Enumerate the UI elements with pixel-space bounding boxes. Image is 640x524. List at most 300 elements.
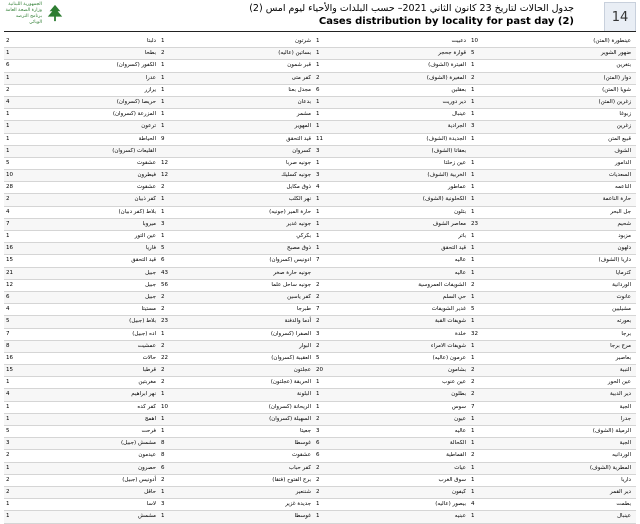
locality-name: عشقوت xyxy=(292,452,311,459)
locality-name: ضهور الشوير xyxy=(601,50,631,57)
locality-name: الوردانية xyxy=(612,281,631,288)
case-count: 1 xyxy=(6,403,10,410)
case-count: 5 xyxy=(471,50,475,57)
case-count: 1 xyxy=(471,86,475,93)
locality-name: الكحلونية (الشوف) xyxy=(422,196,466,203)
case-count: 23 xyxy=(471,220,478,227)
locality-name: الشوف xyxy=(614,147,631,154)
locality-name: عين الحور xyxy=(607,379,631,386)
locality-name: عمشيت xyxy=(137,342,156,349)
case-count: 1 xyxy=(471,196,475,203)
table-row xyxy=(4,255,636,267)
locality-name: جل البحر xyxy=(610,208,631,215)
locality-name: العقيبة (كسروان) xyxy=(271,354,311,361)
case-count: 56 xyxy=(161,281,168,288)
case-count: 1 xyxy=(6,74,10,81)
case-count: 2 xyxy=(471,281,475,288)
locality-name: فيطرون xyxy=(137,172,156,179)
table-row xyxy=(4,292,636,304)
locality-name: كيفون xyxy=(452,488,466,495)
case-count: 1 xyxy=(316,233,320,239)
case-count: 1 xyxy=(316,501,320,508)
table-row xyxy=(4,280,636,292)
locality-name: ميروبا xyxy=(142,220,156,227)
case-count: 1 xyxy=(471,135,475,142)
case-count: 5 xyxy=(471,306,475,313)
case-count: 2 xyxy=(161,342,165,349)
case-count: 1 xyxy=(316,159,320,166)
locality-name: حصرون xyxy=(138,464,156,471)
case-count: 8 xyxy=(6,342,10,349)
locality-name: جديدة غزير xyxy=(285,501,311,508)
case-count: 5 xyxy=(161,245,165,252)
locality-name: سوق الغرب xyxy=(438,476,466,483)
locality-name: عين عنوب xyxy=(442,379,466,386)
case-count: 1 xyxy=(471,354,475,361)
locality-name: عبنيه xyxy=(454,513,466,520)
locality-name: حريصا (كسروان) xyxy=(116,98,156,105)
case-count: 6 xyxy=(316,440,320,447)
locality-name: الخربية (الشوف) xyxy=(427,172,466,179)
locality-name: عرمون (عاليه) xyxy=(432,354,466,361)
locality-name: دوار (المتن) xyxy=(603,74,631,81)
locality-name: بتغرين xyxy=(616,62,631,69)
case-count: 3 xyxy=(161,220,165,227)
locality-name: الصفرا (كسروان) xyxy=(270,330,311,337)
locality-name: كفر حباب xyxy=(288,464,311,471)
case-count: 1 xyxy=(316,38,320,44)
table-row xyxy=(4,109,636,121)
locality-name: القماطية xyxy=(446,452,466,459)
locality-name: جعيتا xyxy=(299,428,311,434)
cedar-logo-icon xyxy=(46,4,64,22)
case-count: 12 xyxy=(6,281,13,288)
locality-name: مستيتا xyxy=(141,306,156,313)
case-count: 2 xyxy=(161,306,165,313)
locality-name: كفر متى xyxy=(291,74,311,81)
case-count: 3 xyxy=(161,501,165,508)
case-count: 1 xyxy=(161,196,165,203)
case-count: 23 xyxy=(161,318,168,325)
locality-name: حي السلم xyxy=(442,293,466,300)
locality-name: كفر ذبيان xyxy=(134,196,156,203)
table-row xyxy=(4,365,636,377)
locality-name: كفر ياسين xyxy=(287,293,311,300)
locality-name: قيد التحقق xyxy=(131,257,156,264)
case-count: 2 xyxy=(471,379,475,386)
locality-name: عاليه xyxy=(454,428,466,434)
locality-name: مشيليين xyxy=(612,306,631,313)
locality-name: الدامور xyxy=(614,159,631,166)
locality-name: معاصر الشوف xyxy=(432,220,466,227)
case-count: 5 xyxy=(6,318,10,325)
locality-name: دلبتا xyxy=(146,38,156,44)
locality-name: طبرجا xyxy=(296,306,311,313)
case-count: 1 xyxy=(6,379,10,386)
case-count: 7 xyxy=(6,330,10,337)
case-count: 11 xyxy=(316,135,323,142)
locality-name: مشمر xyxy=(296,111,311,118)
table-row xyxy=(4,146,636,158)
locality-name: عينبال xyxy=(617,513,631,520)
locality-name: حارة المير (جونيه) xyxy=(269,208,311,215)
case-count: 1 xyxy=(161,86,165,93)
locality-name: خلدة xyxy=(455,330,466,337)
case-count: 2 xyxy=(6,196,10,203)
locality-name: مجدل بعنا xyxy=(288,86,311,93)
case-count: 1 xyxy=(471,245,475,252)
locality-name: كفر كده xyxy=(137,403,156,410)
case-count: 1 xyxy=(316,391,320,398)
case-count: 6 xyxy=(316,86,320,93)
locality-name: مزبود xyxy=(618,233,631,239)
case-count: 6 xyxy=(6,62,10,69)
case-count: 2 xyxy=(471,74,475,81)
case-count: 2 xyxy=(6,452,10,459)
case-count: 2 xyxy=(316,464,320,471)
locality-name: اده (جبيل) xyxy=(132,330,156,337)
logo-text xyxy=(4,2,42,26)
locality-name: المهوير xyxy=(294,123,311,130)
case-count: 7 xyxy=(316,257,320,264)
case-count: 4 xyxy=(6,98,10,105)
case-count: 2 xyxy=(6,476,10,483)
locality-name: عيون xyxy=(454,415,466,422)
table-row xyxy=(4,231,636,243)
locality-name: نهر ابراهيم xyxy=(131,391,156,398)
table-row xyxy=(4,60,636,72)
locality-name: فاريا xyxy=(145,245,156,252)
locality-name: النبية xyxy=(619,367,631,374)
locality-name: قبيع المتن xyxy=(608,135,631,142)
title-arabic: جدول الحالات لتاريخ 23 كانون الثاني 2021– حسب البلدات والأحياء ليوم امس (2) xyxy=(249,3,574,14)
locality-name: جونيه حارة صخر xyxy=(273,269,311,276)
case-count: 12 xyxy=(161,172,168,179)
table-row xyxy=(4,463,636,475)
case-count: 2 xyxy=(471,452,475,459)
case-count: 2 xyxy=(6,38,10,44)
locality-name: جبيل xyxy=(145,281,156,288)
locality-name: الجية xyxy=(619,440,631,447)
case-count: 1 xyxy=(471,415,475,422)
case-count: 1 xyxy=(471,342,475,349)
locality-name: بلاط (جبيل) xyxy=(129,318,156,325)
table-row xyxy=(4,353,636,365)
case-count: 1 xyxy=(6,147,10,154)
page-number: 14 xyxy=(604,2,636,32)
locality-name: ترعون xyxy=(141,123,156,130)
locality-name: عينبال xyxy=(452,111,466,118)
case-count: 7 xyxy=(316,306,320,313)
case-count: 1 xyxy=(316,220,320,227)
case-count: 1 xyxy=(471,513,475,520)
case-count: 1 xyxy=(161,428,165,434)
case-count: 22 xyxy=(161,354,168,361)
locality-name: المطرية (الشوف) xyxy=(589,464,631,471)
case-count: 4 xyxy=(6,208,10,215)
locality-name: قيد التحقق xyxy=(286,135,311,142)
case-count: 2 xyxy=(316,488,320,495)
locality-name: دير دوريت xyxy=(442,98,466,105)
header-bar xyxy=(0,0,640,33)
case-count: 2 xyxy=(6,488,10,495)
case-count: 5 xyxy=(316,354,320,361)
locality-name: قوارة جحجر xyxy=(438,50,466,57)
case-count: 1 xyxy=(471,172,475,179)
case-count: 1 xyxy=(316,403,320,410)
case-count: 10 xyxy=(471,38,478,44)
locality-name: جونيه كسليك xyxy=(281,172,311,179)
table-row xyxy=(4,511,636,523)
locality-name: الجديدة (الشوف) xyxy=(426,135,466,142)
locality-name: شويفات القبة xyxy=(435,318,466,325)
case-count: 2 xyxy=(316,415,320,422)
locality-name: مشمش xyxy=(137,513,156,520)
case-count: 1 xyxy=(471,98,475,105)
locality-name: بطحا xyxy=(144,50,156,57)
locality-name: دلهون xyxy=(617,245,631,252)
locality-name: مغربتين xyxy=(138,379,156,386)
locality-name: بدعان xyxy=(297,98,311,105)
table-row xyxy=(4,402,636,414)
table-row xyxy=(4,268,636,280)
case-count: 8 xyxy=(161,440,165,447)
locality-name: قيد التحقق xyxy=(441,245,466,252)
case-count: 28 xyxy=(6,184,13,191)
case-count: 2 xyxy=(316,476,320,483)
locality-name: بيصور (عاليه) xyxy=(435,501,466,508)
case-count: 6 xyxy=(161,257,165,264)
table-row xyxy=(4,36,636,48)
locality-name: داريا xyxy=(621,476,631,483)
table-row xyxy=(4,207,636,219)
locality-name: ذوق مكايل xyxy=(286,184,311,191)
locality-name: بطمت xyxy=(616,501,631,508)
locality-name: دير القمر xyxy=(610,488,631,495)
case-count: 7 xyxy=(6,220,10,227)
case-count: 1 xyxy=(471,184,475,191)
case-count: 4 xyxy=(316,184,320,191)
case-count: 2 xyxy=(316,74,320,81)
case-count: 10 xyxy=(6,172,13,179)
locality-name: غوسطا xyxy=(294,440,311,447)
case-count: 16 xyxy=(6,354,13,361)
locality-name: سوس xyxy=(451,403,466,410)
case-count: 3 xyxy=(316,330,320,337)
logo-line: الجمهورية اللبنانية xyxy=(8,2,42,7)
locality-name: غوسطا xyxy=(294,513,311,520)
table-row xyxy=(4,341,636,353)
locality-name: عيات xyxy=(454,464,466,471)
case-count: 1 xyxy=(471,257,475,264)
table-row xyxy=(4,121,636,133)
locality-name: كسروان xyxy=(292,147,311,154)
table-row xyxy=(4,329,636,341)
case-count: 2 xyxy=(6,86,10,93)
locality-name: دعبيت xyxy=(451,38,466,44)
table-row xyxy=(4,85,636,97)
locality-name: عجلتون xyxy=(293,367,311,374)
case-count: 1 xyxy=(161,123,165,130)
locality-name: جونيه صربا xyxy=(285,159,311,166)
locality-name: اهمج xyxy=(144,415,156,422)
locality-name: بطلون xyxy=(451,391,466,398)
case-count: 3 xyxy=(316,172,320,179)
locality-name: السهيلة (كسروان) xyxy=(269,415,311,422)
case-count: 1 xyxy=(161,74,165,81)
locality-name: المزرعة (كسروان) xyxy=(112,111,156,118)
locality-name: نهر الكلب xyxy=(288,196,311,203)
case-count: 1 xyxy=(161,98,165,105)
table-row xyxy=(4,414,636,426)
locality-name: القليعات (كسروان) xyxy=(112,147,156,154)
locality-name: حاقل xyxy=(144,488,156,495)
table-row xyxy=(4,134,636,146)
case-count: 1 xyxy=(471,208,475,215)
case-count: 5 xyxy=(6,428,10,434)
locality-name: يرازر xyxy=(144,86,156,93)
case-count: 1 xyxy=(161,391,165,398)
table-row xyxy=(4,426,636,438)
case-count: 1 xyxy=(471,428,475,434)
case-count: 1 xyxy=(316,513,320,520)
case-count: 1 xyxy=(316,196,320,203)
case-count: 1 xyxy=(161,208,165,215)
locality-name: الرميلة (الشوف) xyxy=(592,428,631,434)
logo-line: برنامج الترصد الوبائي xyxy=(15,14,42,25)
locality-name: حارة الناعمة xyxy=(602,196,631,203)
locality-name: قبر شمون xyxy=(287,62,311,69)
locality-name: ذوق مصبح xyxy=(286,245,311,252)
case-count: 43 xyxy=(161,269,168,276)
case-count: 1 xyxy=(316,379,320,386)
case-count: 1 xyxy=(6,464,10,471)
case-count: 2 xyxy=(161,50,165,57)
table-row xyxy=(4,499,636,511)
case-count: 1 xyxy=(316,62,320,69)
locality-name: جبيل xyxy=(145,269,156,276)
table-row xyxy=(4,450,636,462)
case-count: 1 xyxy=(471,62,475,69)
locality-name: البوار xyxy=(299,342,311,349)
case-count: 6 xyxy=(316,452,320,459)
locality-name: برج الفتوح (فتقا) xyxy=(272,476,311,483)
locality-name: بلاط (كفر دبيان) xyxy=(118,208,156,215)
locality-name: الشويفات العمروسية xyxy=(418,281,466,288)
header-divider xyxy=(4,31,636,32)
locality-name: فرحت xyxy=(141,428,156,434)
table-row xyxy=(4,475,636,487)
locality-name: زغرين (المتن) xyxy=(598,98,631,105)
case-count: 1 xyxy=(161,415,165,422)
case-count: 3 xyxy=(471,123,475,130)
case-count: 16 xyxy=(6,245,13,252)
case-count: 4 xyxy=(471,501,475,508)
locality-name: عاليه xyxy=(454,257,466,264)
case-count: 2 xyxy=(316,281,320,288)
table-row xyxy=(4,377,636,389)
locality-name: مرج برجا xyxy=(610,342,631,349)
locality-name: الوردانيه xyxy=(612,452,631,459)
locality-name: كترمايا xyxy=(615,269,631,276)
case-count: 1 xyxy=(6,233,10,239)
locality-name: عين التور xyxy=(134,233,156,239)
locality-name: حالات xyxy=(142,354,156,361)
case-count: 1 xyxy=(161,488,165,495)
locality-name: المغيرة (الشوف) xyxy=(426,74,466,81)
case-count: 2 xyxy=(161,367,165,374)
locality-name: الريحانة (كسروان) xyxy=(268,403,311,410)
case-count: 1 xyxy=(316,50,320,57)
table-row xyxy=(4,316,636,328)
case-count: 1 xyxy=(316,98,320,105)
locality-name: جونيه غدير xyxy=(286,220,311,227)
case-count: 1 xyxy=(316,123,320,130)
locality-name: بعاصير xyxy=(615,354,631,361)
case-count: 1 xyxy=(471,293,475,300)
locality-name: باتر xyxy=(458,233,466,239)
locality-name: بتلون xyxy=(454,208,466,215)
case-count: 5 xyxy=(6,159,10,166)
case-count: 1 xyxy=(6,415,10,422)
case-count: 1 xyxy=(6,135,10,142)
locality-name: الحياطة xyxy=(138,135,156,142)
locality-name: عينطورة (المتن) xyxy=(593,38,631,44)
case-count: 1 xyxy=(471,111,475,118)
case-count: 15 xyxy=(6,367,13,374)
cases-table xyxy=(4,36,636,524)
table-row xyxy=(4,438,636,450)
locality-name: عماطور xyxy=(447,184,466,191)
case-count: 12 xyxy=(161,159,168,166)
locality-name: عاليه xyxy=(454,269,466,276)
case-count: 6 xyxy=(6,293,10,300)
locality-name: عانوت xyxy=(616,293,631,300)
locality-name: شحيم xyxy=(617,220,631,227)
locality-name: غدير الشويفات xyxy=(431,306,466,313)
case-count: 1 xyxy=(161,38,165,44)
case-count: 3 xyxy=(6,440,10,447)
table-row xyxy=(4,182,636,194)
case-count: 2 xyxy=(161,293,165,300)
locality-name: عدرا xyxy=(145,74,156,81)
locality-name: بعقاتا (الشوف) xyxy=(431,147,466,154)
locality-name: جبيل xyxy=(145,293,156,300)
locality-name: الجرادية xyxy=(447,123,466,130)
locality-name: بعقلين xyxy=(451,86,466,93)
locality-name: قرطبا xyxy=(142,367,156,374)
locality-name: جونيه ساحل علما xyxy=(271,281,311,288)
case-count: 1 xyxy=(471,269,475,276)
locality-name: الكحالة xyxy=(449,440,466,447)
locality-name: الحريقة (عجلتون) xyxy=(270,379,311,386)
case-count: 32 xyxy=(471,330,478,337)
locality-name: زغرين xyxy=(616,123,631,130)
case-count: 1 xyxy=(161,233,165,239)
case-count: 9 xyxy=(161,135,165,142)
case-count: 2 xyxy=(161,184,165,191)
locality-name: شننعير xyxy=(295,488,311,495)
table-row xyxy=(4,73,636,85)
case-count: 1 xyxy=(471,464,475,471)
case-count: 2 xyxy=(316,293,320,300)
case-count: 4 xyxy=(6,391,10,398)
case-count: 1 xyxy=(6,501,10,508)
case-count: 1 xyxy=(6,123,10,130)
case-count: 2 xyxy=(471,367,475,374)
table-row xyxy=(4,487,636,499)
locality-name: بشامون xyxy=(448,367,466,374)
